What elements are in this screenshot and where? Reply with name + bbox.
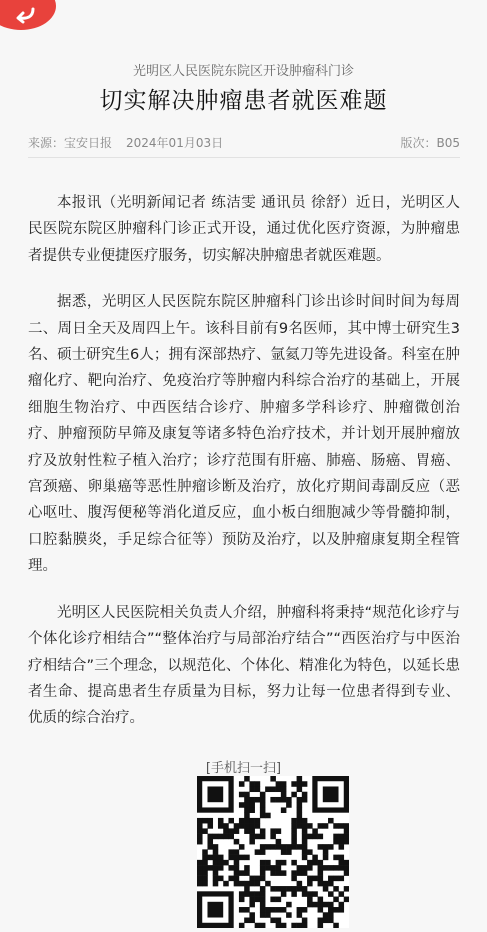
article-title: 切实解决肿瘤患者就医难题 [99,88,388,114]
article-paragraph: 本报讯（光明新闻记者 练洁雯 通讯员 徐舒）近日，光明区人民医院东院区肿瘤科门诊正式开设，通过优化医疗资源，为肿瘤患者提供专业便捷医疗服务，切实解决肿瘤患者就医难题。 [28,195,460,264]
article-date: 2024年01月03日 [126,136,224,150]
back-button[interactable] [0,0,56,30]
article-paragraph: 光明区人民医院相关负责人介绍，肿瘤科将秉持“规范化诊疗与个体化诊疗相结合”“整体治疗与局部治疗结合”“西医治疗与中医治疗相结合”三个理念，以规范化、个体化、精准化为特色，以延长患者生命、提高患者生存质量为目标，努力让每一位患者得到专业、优质的综合治疗。 [28,604,460,727]
qr-caption: [手机扫一扫] [205,761,282,776]
article-edition: 版次：B05 [400,136,460,150]
article-paragraph: 据悉，光明区人民医院东院区肿瘤科门诊出诊时间时间为每周二、周日全天及周四上午。该科目前有9名医师，其中博士研究生3名、硕士研究生6人；拥有深部热疗、氩氦刀等先进设备。科室在肿瘤化疗、靶向治疗、免疫治疗等肿瘤内科综合治疗的基础上，开展细胞生物治疗、中西医结合诊疗、肿瘤多学科诊疗、肿瘤微创治疗、肿瘤预防早筛及康复等诸多特色治疗技术，并计划开展肿瘤放疗及放射性粒子植入治疗；诊疗范围有肝癌、肺癌、肠癌、胃癌、宫颈癌、卵巢癌等恶性肿瘤诊断及治疗，放化疗期间毒副反应（恶心呕吐、腹泻便秘等消化道反应，血小板白细胞减少等骨髓抑制，口腔黏膜炎，手足综合征等）预防及治疗，以及肿瘤康复期全程管理。 [28,294,460,575]
article-meta [28,134,460,151]
qr-code-icon [197,776,349,928]
article-source: 来源：宝安日报 [28,136,113,150]
article-body [28,190,460,752]
article-subtitle: 光明区人民医院东院区开设肿瘤科门诊 [132,64,354,79]
meta-divider [28,157,460,158]
back-arrow-icon [15,6,37,24]
